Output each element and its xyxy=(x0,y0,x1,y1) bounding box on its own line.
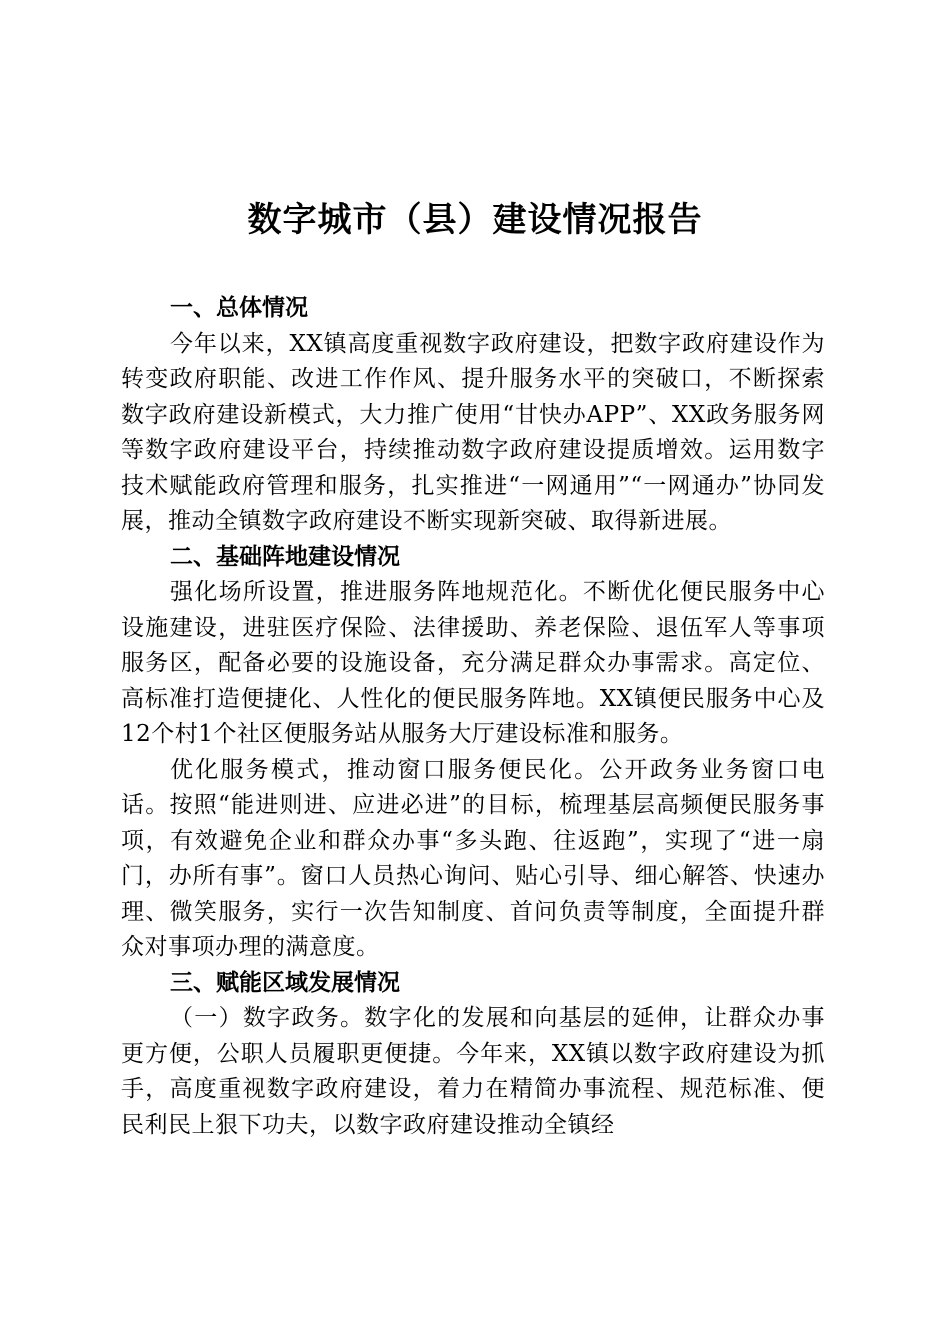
section-overview xyxy=(121,291,825,540)
section-heading: 三、赋能区域发展情况 xyxy=(170,969,400,996)
body-paragraph: 优化服务模式，推动窗口服务便民化。公开政务业务窗口电话。按照“能进则进、应进必进”的目标，梳理基层高频便民服务事项，有效避免企业和群众办事“多头跑、往返跑”，实现了“进一扇门，办所有事”。窗口人员热心询问、贴心引导、细心解答、快速办理、微笑服务，实行一次告知制度、首问负责等制度，全面提升群众对事项办理的满意度。 xyxy=(121,756,825,960)
body-paragraph: （一）数字政务。数字化的发展和向基层的延伸，让群众办事更方便，公职人员履职更便捷。今年来，XX镇以数字政府建设为抓手，高度重视数字政府建设，着力在精简办事流程、规范标准、便民利民上狠下功夫，以数字政府建设推动全镇经 xyxy=(121,1005,825,1138)
body-paragraph: 今年以来，XX镇高度重视数字政府建设，把数字政府建设作为转变政府职能、改进工作作风、提升服务水平的突破口，不断探索数字政府建设新模式，大力推广使用“甘快办APP”、XX政务服务网等数字政府建设平台，持续推动数字政府建设提质增效。运用数字技术赋能政府管理和服务，扎实推进“一网通用”“一网通办”协同发展，推动全镇数字政府建设不断实现新突破、取得新进展。 xyxy=(121,330,825,534)
section-regional-development xyxy=(121,966,825,1144)
body-paragraph: 强化场所设置，推进服务阵地规范化。不断优化便民服务中心设施建设，进驻医疗保险、法律援助、养老保险、退伍军人等事项服务区，配备必要的设施设备，充分满足群众办事需求。高定位、高标准打造便捷化、人性化的便民服务阵地。XX镇便民服务中心及12个村1个社区便服务站从服务大厅建设标准和服务。 xyxy=(121,579,825,747)
section-infrastructure xyxy=(121,540,825,966)
document-body xyxy=(121,291,825,1143)
section-heading: 二、基础阵地建设情况 xyxy=(170,543,400,570)
section-heading: 一、总体情况 xyxy=(170,295,308,321)
document-title: 数字城市（县）建设情况报告 xyxy=(247,200,703,240)
